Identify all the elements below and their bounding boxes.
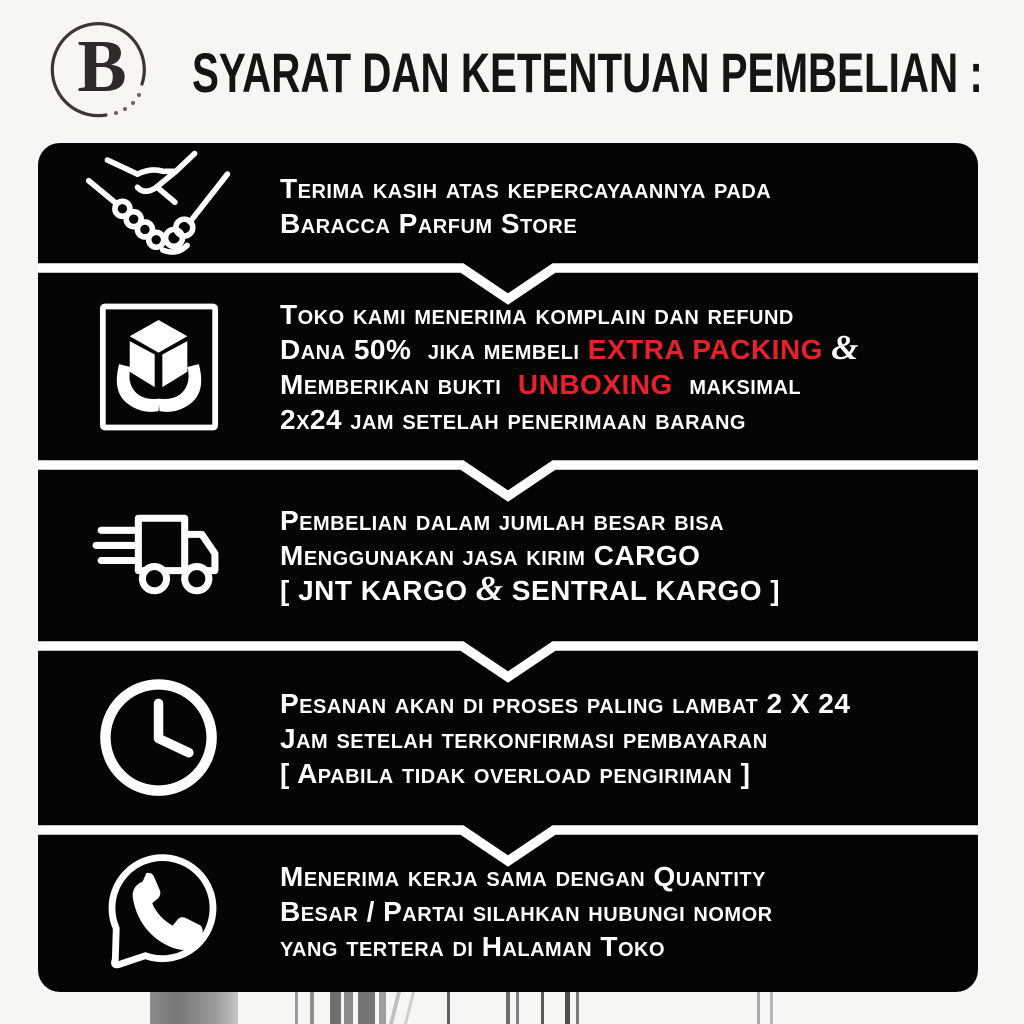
brand-logo [50,18,154,126]
card-text: Terima kasih atas kepercayaannya pada Baracca Parfum Store [280,172,772,239]
terms-card-refund [38,268,978,465]
card-text: Pembelian dalam jumlah besar bisa Menggunakan jasa kirim CARGO [ JNT KARGO & SENTRAL KARGO ] [280,505,781,608]
delivery-truck-icon [38,508,280,604]
logo-letter: B [77,25,127,108]
background-bottles [0,992,1024,1024]
terms-card-thanks [38,143,978,268]
terms-card-cargo [38,465,978,646]
card-text: Menerima kerja sama dengan Quantity Besar / Partai silahkan hubungi nomor yang tertera di Halaman Toko [280,860,773,962]
clock-icon [38,674,280,802]
card-text: Pesanan akan di proses paling lambat 2 X 24 Jam setelah terkonfirmasi pembayaran [ Apabila tidak overload pengiriman ] [280,687,851,789]
whatsapp-icon [38,843,280,979]
handshake-icon [38,148,280,264]
terms-card-contact [38,830,978,992]
card-text: Toko kami menerima komplain dan refund Dana 50% jika membeli EXTRA PACKING & Memberikan bukti UNBOXING maksimal 2x24 jam setelah penerimaan barang [280,298,859,435]
terms-panel [38,143,978,992]
terms-card-processing [38,646,978,830]
package-care-icon [38,302,280,432]
page-title: SYARAT DAN KETENTUAN PEMBELIAN : [192,41,983,104]
